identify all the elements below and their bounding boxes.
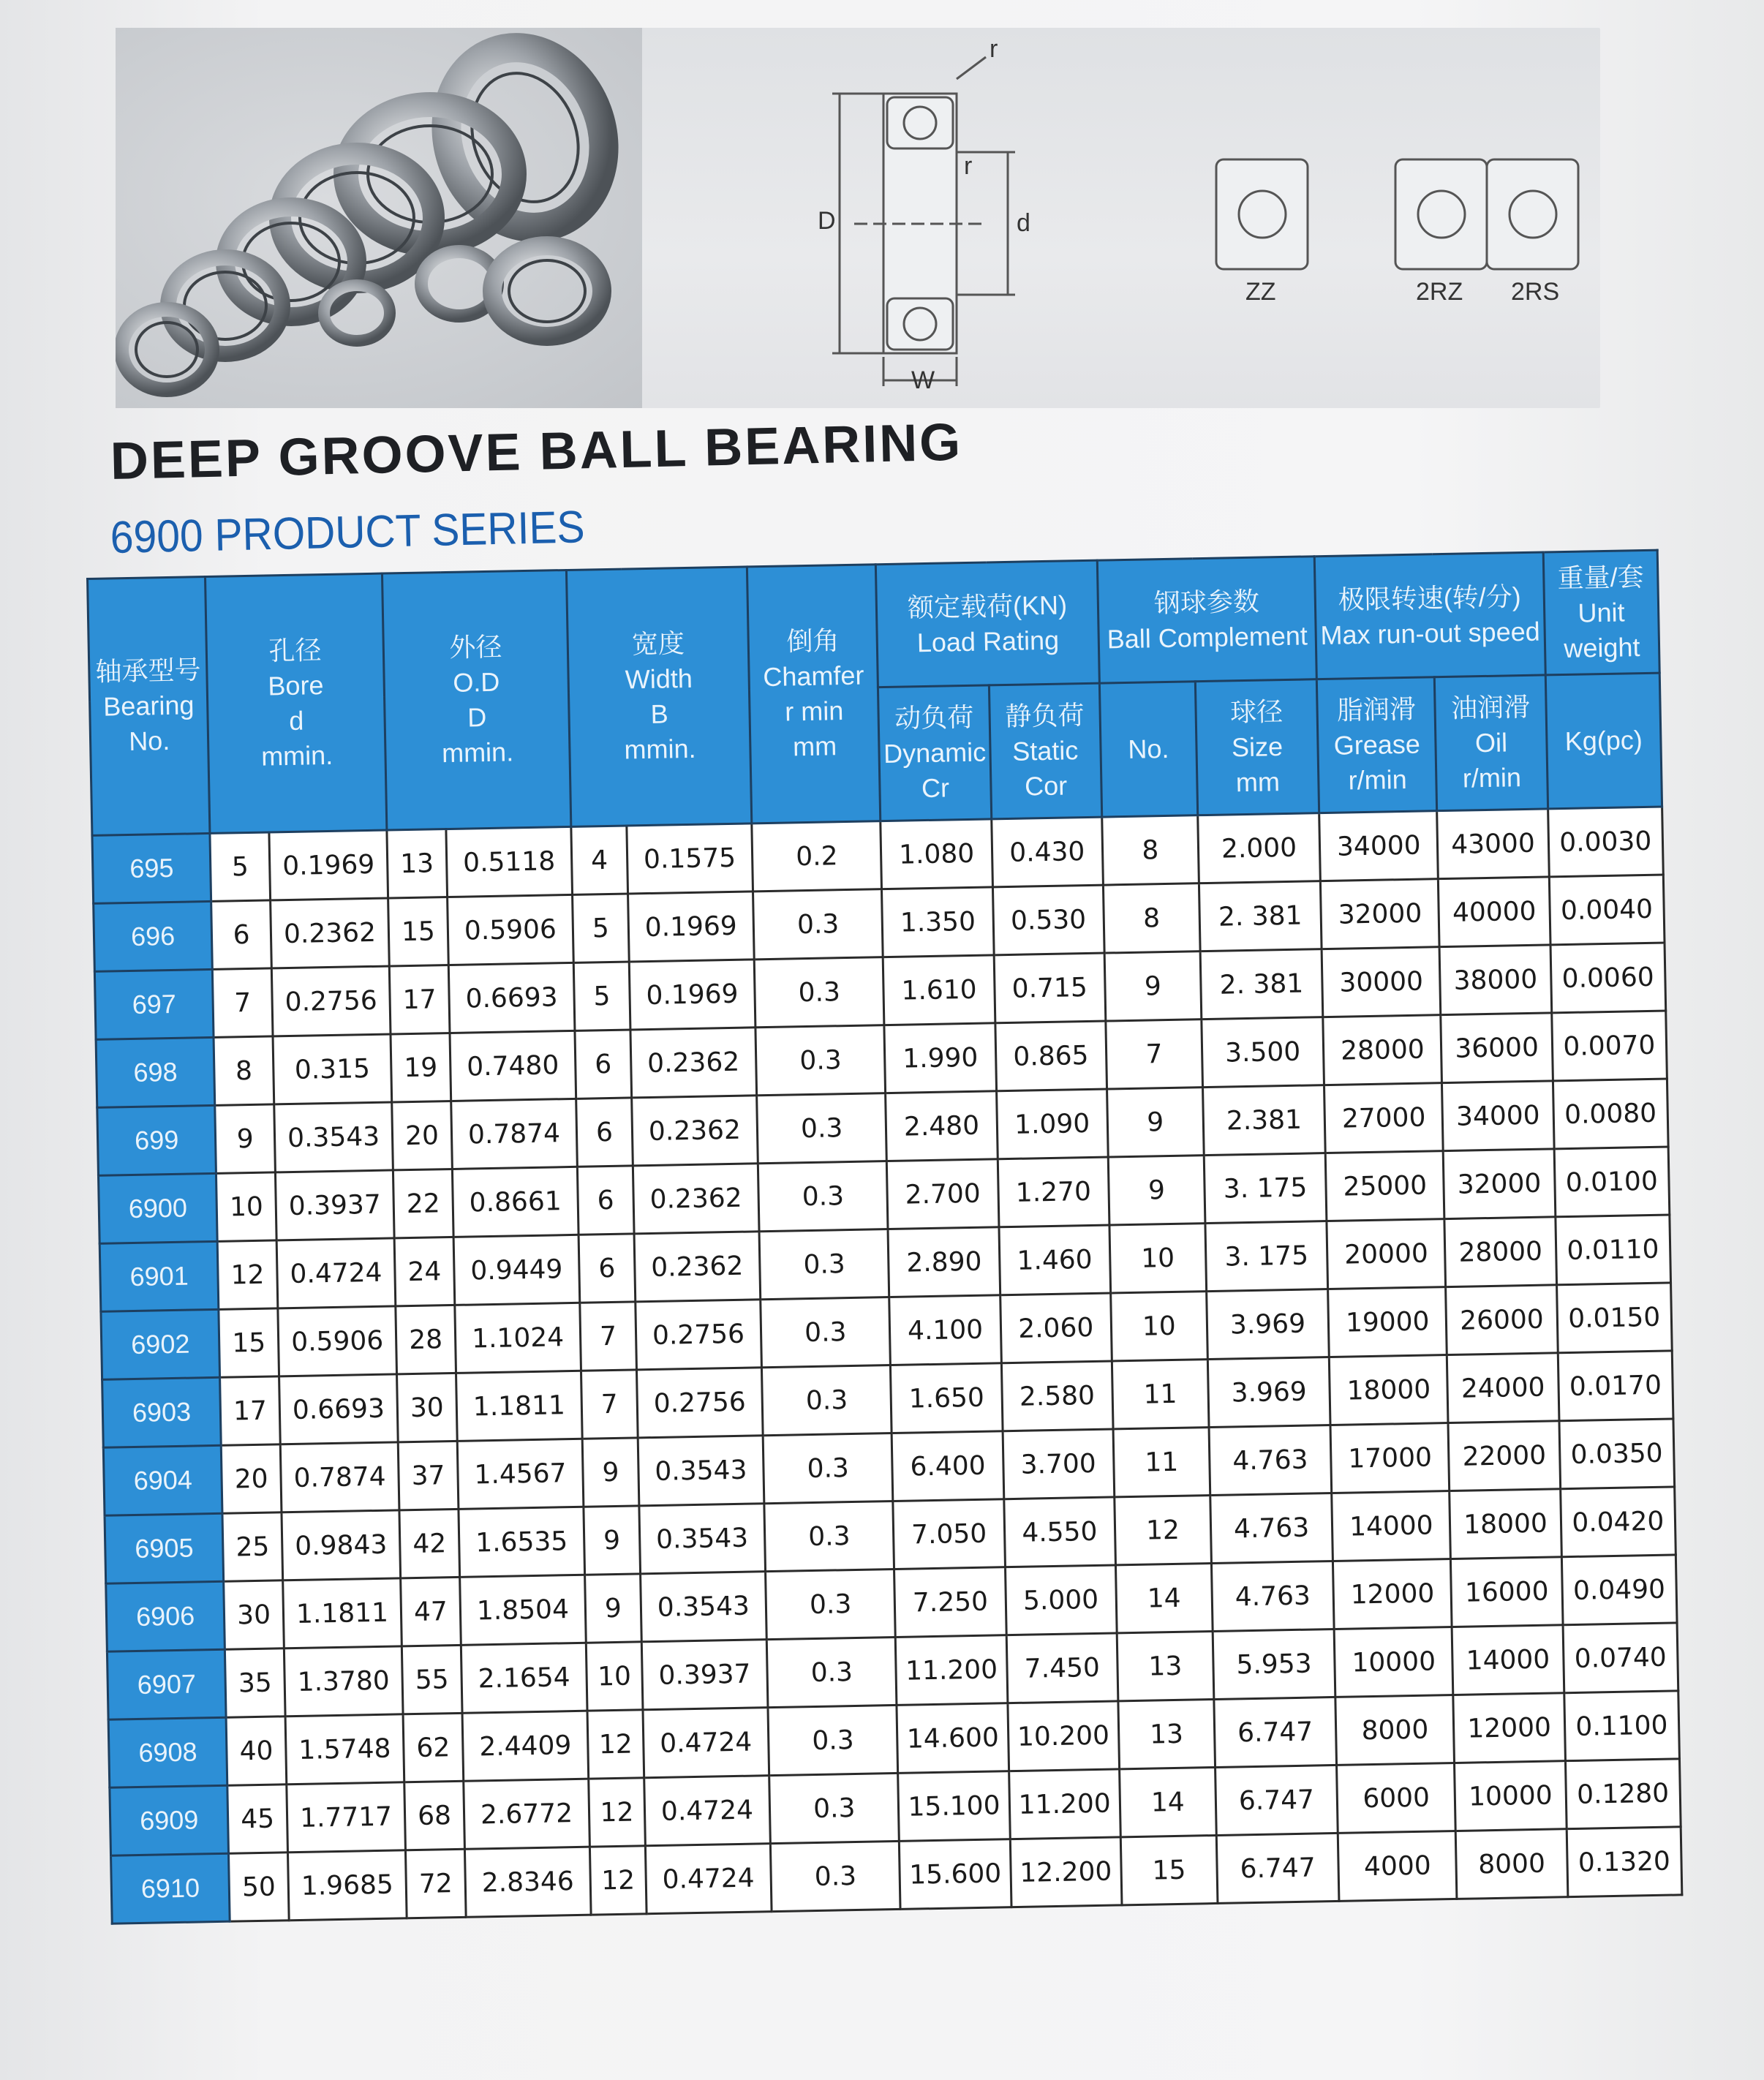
cell-od-mm: 30 [397,1373,457,1442]
cell-oil-speed: 10000 [1455,1761,1567,1831]
cell-width-mm: 7 [580,1302,636,1371]
cell-dynamic-load: 15.600 [900,1839,1011,1910]
cell-unit-weight: 0.0170 [1558,1351,1673,1421]
cell-ball-count: 8 [1102,815,1199,885]
cell-oil-speed: 40000 [1439,877,1550,947]
cell-dynamic-load: 6.400 [892,1431,1004,1501]
cell-od-in: 0.6693 [448,962,575,1033]
cell-oil-speed: 32000 [1444,1149,1556,1219]
cell-od-in: 1.1811 [456,1371,582,1441]
cell-ball-size: 2.381 [1202,1085,1325,1156]
cell-grease-speed: 8000 [1335,1695,1455,1766]
cell-ball-count: 10 [1109,1224,1207,1293]
header-bore: 孔径 Bore d mmin. [206,573,387,833]
header-ball-complement: 钢球参数 Ball Complement [1097,557,1316,683]
cell-od-mm: 28 [396,1305,456,1374]
cell-bore-mm: 50 [229,1853,289,1921]
cell-ball-size: 2. 381 [1199,881,1322,952]
cell-bore-mm: 10 [216,1172,276,1241]
cell-bearing-no: 6908 [108,1717,227,1787]
cell-static-load: 10.200 [1008,1701,1120,1771]
cell-width-mm: 6 [577,1166,633,1235]
cell-bore-in: 1.7717 [287,1782,406,1853]
header-ball-size: 球径 Size mm [1195,679,1319,815]
cell-width-in: 0.3543 [640,1572,766,1642]
cell-ball-count: 9 [1108,1156,1205,1225]
cell-od-mm: 19 [391,1033,451,1102]
cell-width-mm: 9 [582,1438,638,1507]
cell-width-mm: 12 [589,1778,645,1847]
cell-oil-speed: 43000 [1437,809,1549,879]
cell-width-mm: 6 [576,1098,633,1167]
cell-width-in: 0.4724 [645,1844,772,1914]
cell-bearing-no: 6902 [101,1309,220,1379]
cell-bearing-no: 6900 [98,1173,217,1243]
cell-oil-speed: 38000 [1439,945,1551,1015]
cell-width-in: 0.1969 [629,960,755,1030]
cell-bore-mm: 6 [211,900,271,969]
cell-dynamic-load: 1.990 [884,1023,996,1093]
cell-bearing-no: 698 [96,1037,215,1107]
header-ball-count: No. [1099,682,1197,817]
cell-unit-weight: 0.0070 [1551,1011,1667,1081]
spec-table-body [92,807,1682,1923]
bearings-photo [116,28,642,408]
cell-static-load: 2.060 [1000,1293,1112,1363]
cell-width-mm: 10 [586,1642,642,1711]
cell-ball-count: 9 [1107,1088,1204,1157]
cell-ball-count: 13 [1117,1632,1214,1701]
cell-bearing-no: 6909 [110,1785,229,1855]
cell-bore-in: 0.2362 [271,898,390,968]
cell-bearing-no: 6904 [103,1445,222,1515]
cell-ball-size: 4.763 [1209,1425,1332,1496]
type-label-2rz: 2RZ [1416,278,1463,306]
header-oil-speed: 油润滑 Oil r/min [1435,675,1548,811]
cell-width-in: 0.1969 [627,892,754,962]
cell-ball-size: 6.747 [1215,1765,1338,1835]
cell-bearing-no: 6903 [102,1377,222,1447]
cell-od-mm: 15 [388,897,448,966]
cell-chamfer: 0.3 [770,1841,900,1911]
cell-od-mm: 62 [403,1713,463,1782]
cell-width-in: 0.2362 [633,1164,759,1234]
cell-dynamic-load: 2.890 [888,1227,1000,1297]
cell-oil-speed: 16000 [1451,1557,1563,1627]
cell-bearing-no: 696 [94,901,213,971]
cell-static-load: 0.430 [991,817,1103,887]
cell-oil-speed: 24000 [1447,1353,1559,1423]
cell-ball-count: 13 [1118,1700,1215,1769]
cell-bore-mm: 20 [222,1444,282,1513]
cell-chamfer: 0.3 [759,1229,889,1300]
cell-chamfer: 0.2 [752,821,882,892]
page-title: DEEP GROOVE BALL BEARING [110,412,964,491]
header-width: 宽度 Width B mmin. [567,567,752,826]
cell-unit-weight: 0.0740 [1563,1623,1678,1693]
cell-od-in: 1.1024 [455,1303,581,1373]
cell-bore-mm: 30 [224,1580,284,1649]
cell-dynamic-load: 2.700 [887,1159,999,1229]
cell-od-mm: 42 [399,1509,459,1578]
cell-static-load: 0.530 [992,885,1104,955]
cell-static-load: 3.700 [1003,1429,1115,1499]
cell-od-mm: 47 [401,1577,461,1646]
cell-od-in: 2.6772 [464,1779,590,1849]
header-dynamic-load: 动负荷 Dynamic Cr [878,685,992,821]
cell-width-mm: 5 [573,894,629,962]
cell-bearing-no: 695 [92,833,211,903]
cell-bearing-no: 6907 [107,1649,226,1719]
cell-ball-count: 9 [1104,952,1202,1021]
cell-chamfer: 0.3 [758,1161,888,1232]
diagram-label-D: D [818,207,836,235]
cell-bore-mm: 9 [215,1104,275,1173]
cell-unit-weight: 0.0060 [1550,943,1666,1013]
cell-chamfer: 0.3 [768,1705,898,1775]
cell-bore-in: 0.1969 [269,830,388,900]
cell-unit-weight: 0.0030 [1548,807,1663,877]
cell-grease-speed: 4000 [1338,1831,1457,1901]
cell-bore-mm: 5 [210,832,270,901]
cell-width-mm: 12 [590,1846,647,1915]
cell-ball-count: 10 [1110,1292,1207,1361]
cell-bore-in: 0.7874 [280,1442,399,1512]
cell-chamfer: 0.3 [763,1433,893,1504]
cell-width-in: 0.3937 [641,1640,768,1710]
cell-width-mm: 6 [578,1234,635,1303]
cell-dynamic-load: 7.250 [894,1567,1006,1638]
cell-chamfer: 0.3 [761,1297,891,1368]
cell-ball-size: 3. 175 [1205,1221,1328,1292]
cell-dynamic-load: 14.600 [897,1703,1009,1774]
cell-width-mm: 6 [575,1030,631,1099]
header-banner [116,28,1600,408]
cell-od-in: 2.4409 [462,1711,589,1781]
diagram-label-r2: r [964,152,973,180]
cell-od-mm: 20 [392,1101,452,1169]
cell-od-in: 0.5906 [447,894,573,965]
cell-chamfer: 0.3 [766,1637,897,1707]
cell-ball-size: 4.763 [1211,1561,1334,1631]
cell-dynamic-load: 15.100 [898,1771,1010,1842]
cell-bore-mm: 17 [220,1376,280,1445]
cell-od-in: 1.8504 [459,1575,586,1645]
cell-chamfer: 0.3 [755,1025,886,1096]
cell-bearing-no: 697 [94,969,214,1039]
cell-bore-mm: 40 [226,1717,286,1785]
cell-bore-in: 1.9685 [287,1850,407,1921]
cell-od-mm: 17 [389,965,449,1034]
cell-bore-mm: 12 [217,1240,277,1309]
cell-unit-weight: 0.1320 [1567,1827,1682,1897]
cell-width-in: 0.4724 [643,1708,769,1778]
cell-width-in: 0.2362 [631,1096,758,1166]
cell-ball-size: 3.969 [1207,1357,1330,1428]
cell-ball-count: 7 [1106,1020,1203,1089]
diagram-label-r: r [990,42,998,63]
cell-ball-count: 14 [1119,1767,1216,1836]
cell-unit-weight: 0.0420 [1560,1487,1676,1557]
spec-table-container [86,549,1683,1925]
cell-static-load: 0.715 [994,953,1106,1023]
cell-unit-weight: 0.0110 [1555,1215,1670,1285]
cell-width-in: 0.1575 [627,824,753,894]
cell-width-mm: 9 [585,1574,641,1643]
header-static-load: 静负荷 Static Cor [989,683,1102,819]
cell-bore-in: 0.4724 [276,1238,396,1308]
cell-bore-mm: 35 [225,1648,285,1717]
cell-static-load: 0.865 [995,1021,1107,1091]
cell-od-in: 0.5118 [446,826,573,897]
cell-unit-weight: 0.0100 [1554,1147,1670,1217]
cell-width-in: 0.2362 [630,1028,757,1098]
cell-static-load: 1.270 [998,1157,1109,1227]
header-bearing-no: 轴承型号 Bearing No. [88,577,211,836]
cell-ball-size: 3. 175 [1204,1153,1327,1224]
cell-od-in: 0.7480 [450,1030,576,1101]
cell-oil-speed: 22000 [1448,1421,1560,1491]
cell-width-in: 0.2756 [635,1300,761,1370]
cell-grease-speed: 34000 [1319,811,1439,881]
cell-grease-speed: 32000 [1321,879,1440,949]
cell-static-load: 5.000 [1005,1565,1117,1635]
cell-oil-speed: 34000 [1442,1081,1554,1151]
cell-unit-weight: 0.0350 [1559,1419,1675,1489]
cell-ball-size: 2. 381 [1200,949,1323,1020]
cell-oil-speed: 28000 [1444,1217,1556,1287]
cell-width-in: 0.3543 [638,1436,764,1506]
cell-od-mm: 13 [387,829,447,898]
header-chamfer: 倒角 Chamfer r min mm [747,565,881,824]
cell-bore-in: 0.6693 [279,1374,398,1444]
cell-bore-in: 0.3543 [274,1102,393,1172]
type-label-zz: ZZ [1245,278,1276,306]
cell-chamfer: 0.3 [766,1569,896,1639]
cell-od-mm: 24 [394,1237,454,1305]
cell-static-load: 2.580 [1001,1361,1113,1431]
type-label-2rs: 2RS [1511,278,1560,306]
cell-bore-in: 0.2756 [271,966,391,1036]
cell-width-mm: 4 [571,826,627,894]
cell-unit-weight: 0.1100 [1564,1691,1679,1761]
cell-od-in: 0.8661 [452,1167,578,1237]
diagram-label-W: W [911,366,935,393]
cell-oil-speed: 36000 [1441,1013,1553,1083]
cell-bearing-no: 6910 [111,1853,230,1923]
cell-static-load: 11.200 [1009,1769,1120,1839]
cell-chamfer: 0.3 [754,957,884,1028]
header-weight-kg: Kg(pc) [1545,673,1662,809]
cell-oil-speed: 8000 [1456,1829,1568,1899]
cell-ball-size: 6.747 [1214,1697,1337,1767]
cell-chamfer: 0.3 [753,889,883,960]
cell-width-mm: 9 [584,1506,640,1575]
cell-od-in: 0.7874 [451,1099,577,1169]
cell-oil-speed: 18000 [1450,1489,1561,1559]
cell-ball-count: 14 [1115,1564,1213,1633]
cell-width-in: 0.2362 [634,1232,761,1302]
cell-width-mm: 7 [581,1370,638,1439]
cell-bore-mm: 15 [219,1308,279,1377]
cell-bore-in: 0.315 [273,1034,392,1104]
cell-width-in: 0.2756 [636,1368,763,1438]
cell-od-mm: 37 [398,1441,458,1510]
cell-ball-size: 5.953 [1213,1629,1335,1699]
cell-grease-speed: 28000 [1323,1015,1442,1085]
cell-bearing-no: 6906 [106,1581,225,1651]
cell-oil-speed: 26000 [1446,1285,1558,1355]
cell-od-mm: 55 [402,1645,461,1714]
header-max-speed: 极限转速(转/分) Max run-out speed [1314,552,1545,679]
cell-dynamic-load: 11.200 [896,1635,1008,1706]
bearing-dimension-diagram [788,42,1593,393]
cell-chamfer: 0.3 [757,1093,887,1164]
cell-od-mm: 68 [404,1781,464,1850]
header-load-rating: 额定载荷(KN) Load Rating [876,560,1099,687]
cell-dynamic-load: 7.050 [893,1499,1005,1570]
cell-ball-count: 11 [1112,1360,1209,1429]
cell-unit-weight: 0.0150 [1556,1283,1672,1353]
cell-bore-in: 1.3780 [284,1646,403,1717]
cell-static-load: 1.460 [999,1225,1111,1295]
cell-ball-count: 11 [1113,1428,1210,1497]
cell-bore-in: 0.3937 [275,1170,394,1240]
cell-bearing-no: 6901 [99,1241,219,1311]
cell-grease-speed: 18000 [1329,1355,1448,1425]
cell-od-in: 1.6535 [459,1507,585,1577]
cell-bore-mm: 45 [227,1785,287,1853]
cell-oil-speed: 14000 [1452,1625,1564,1695]
cell-dynamic-load: 1.610 [883,955,995,1025]
cell-chamfer: 0.3 [769,1773,900,1843]
cell-width-in: 0.3543 [639,1504,766,1574]
cell-grease-speed: 12000 [1333,1559,1452,1629]
cell-bore-mm: 8 [214,1036,274,1105]
cell-grease-speed: 17000 [1330,1423,1450,1493]
cell-ball-count: 8 [1103,883,1200,953]
cell-chamfer: 0.3 [762,1365,892,1436]
cell-grease-speed: 30000 [1322,947,1441,1017]
cell-static-load: 12.200 [1010,1837,1122,1907]
cell-ball-size: 4.763 [1210,1493,1333,1564]
cell-grease-speed: 19000 [1328,1287,1447,1357]
cell-ball-count: 12 [1115,1496,1212,1565]
cell-unit-weight: 0.1280 [1565,1759,1681,1829]
cell-static-load: 7.450 [1006,1633,1118,1703]
cell-bearing-no: 6905 [105,1513,224,1583]
cell-od-mm: 22 [393,1169,453,1237]
cell-bore-mm: 7 [213,968,273,1037]
cell-grease-speed: 20000 [1327,1219,1446,1289]
cell-bore-in: 1.1811 [283,1578,402,1648]
cell-width-mm: 5 [573,962,630,1030]
cell-unit-weight: 0.0080 [1553,1079,1668,1149]
cell-od-in: 0.9449 [453,1235,580,1305]
cell-dynamic-load: 1.350 [882,887,994,957]
cell-unit-weight: 0.0040 [1549,875,1665,945]
cell-dynamic-load: 1.650 [891,1363,1003,1433]
cell-width-mm: 12 [587,1710,644,1779]
cell-ball-size: 3.969 [1206,1289,1329,1360]
cell-width-in: 0.4724 [644,1776,770,1846]
header-grease-speed: 脂润滑 Grease r/min [1316,677,1437,813]
cell-chamfer: 0.3 [764,1501,894,1571]
cell-bore-mm: 25 [222,1512,282,1581]
cell-dynamic-load: 1.080 [881,819,992,889]
cell-grease-speed: 10000 [1334,1627,1453,1697]
cell-ball-size: 2.000 [1198,813,1321,883]
header-unit-weight: 重量/套 Unit weight [1543,550,1659,675]
cell-ball-count: 15 [1120,1835,1218,1904]
cell-bore-in: 0.5906 [278,1306,397,1376]
cell-oil-speed: 12000 [1453,1693,1565,1763]
cell-grease-speed: 6000 [1337,1763,1456,1833]
cell-grease-speed: 14000 [1332,1491,1451,1561]
bearing-spec-table [86,549,1683,1925]
cell-unit-weight: 0.0490 [1561,1555,1677,1625]
cell-static-load: 4.550 [1003,1497,1115,1567]
cell-ball-size: 3.500 [1202,1017,1324,1088]
cell-od-mm: 72 [406,1849,466,1918]
cell-bore-in: 1.5748 [285,1714,404,1785]
cell-bearing-no: 699 [97,1105,216,1175]
cell-grease-speed: 25000 [1325,1151,1444,1221]
cell-dynamic-load: 4.100 [889,1295,1001,1365]
cell-ball-size: 6.747 [1216,1833,1339,1903]
header-outer-diameter: 外径 O.D D mmin. [382,570,571,830]
cell-od-in: 1.4567 [457,1439,584,1509]
diagram-label-d: d [1017,209,1030,237]
page-subtitle: 6900 PRODUCT SERIES [110,502,586,563]
cell-dynamic-load: 2.480 [886,1091,998,1161]
cell-od-in: 2.1654 [461,1643,587,1713]
bearings-illustration [116,28,642,408]
cell-static-load: 1.090 [996,1089,1108,1159]
cell-od-in: 2.8346 [464,1847,591,1917]
cell-grease-speed: 27000 [1324,1083,1444,1153]
cell-bore-in: 0.9843 [282,1510,401,1580]
